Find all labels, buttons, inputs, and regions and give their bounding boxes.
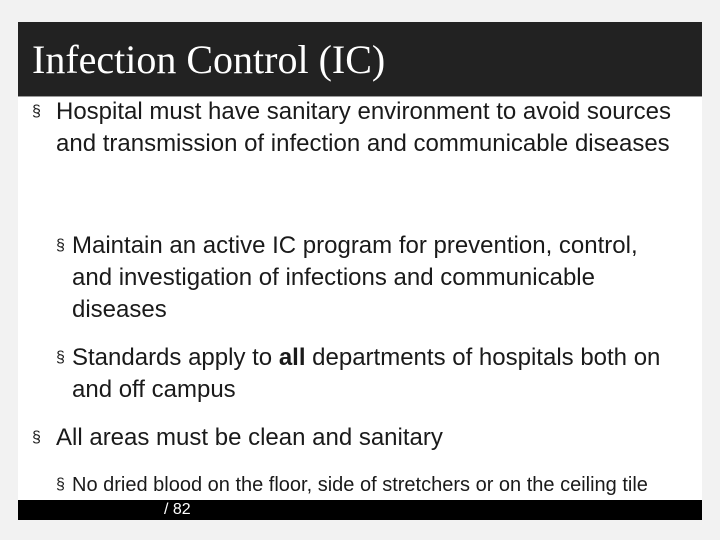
slide-title: Infection Control (IC) (32, 37, 386, 82)
bullet-marker: § (56, 349, 65, 366)
bullet-text-before: Standards apply to (72, 344, 279, 371)
bullet-marker: § (56, 476, 65, 493)
slide (18, 22, 702, 520)
bullet-text: All areas must be clean and sanitary (56, 424, 443, 451)
bullet-text: No dried blood on the floor, side of stretchers or on the ceiling tile (72, 474, 648, 496)
title-bar (18, 22, 702, 97)
footer-bar (18, 500, 702, 520)
bullet-text: Maintain an active IC program for prevention, control, and investigation of infections and communicable diseases (72, 232, 638, 323)
bullet-text (72, 342, 682, 406)
bullet-text-after: departments of hospitals both on and off campus (72, 344, 661, 403)
bullet-marker: § (32, 429, 41, 446)
bullet-text: Hospital must have sanitary environment to avoid sources and transmission of infection and communicable diseases (56, 98, 671, 157)
bullet-marker: § (56, 237, 65, 254)
bullet-text-bold: all (278, 344, 306, 371)
page-number: / 82 (164, 501, 191, 518)
bullet-marker: § (32, 103, 41, 120)
